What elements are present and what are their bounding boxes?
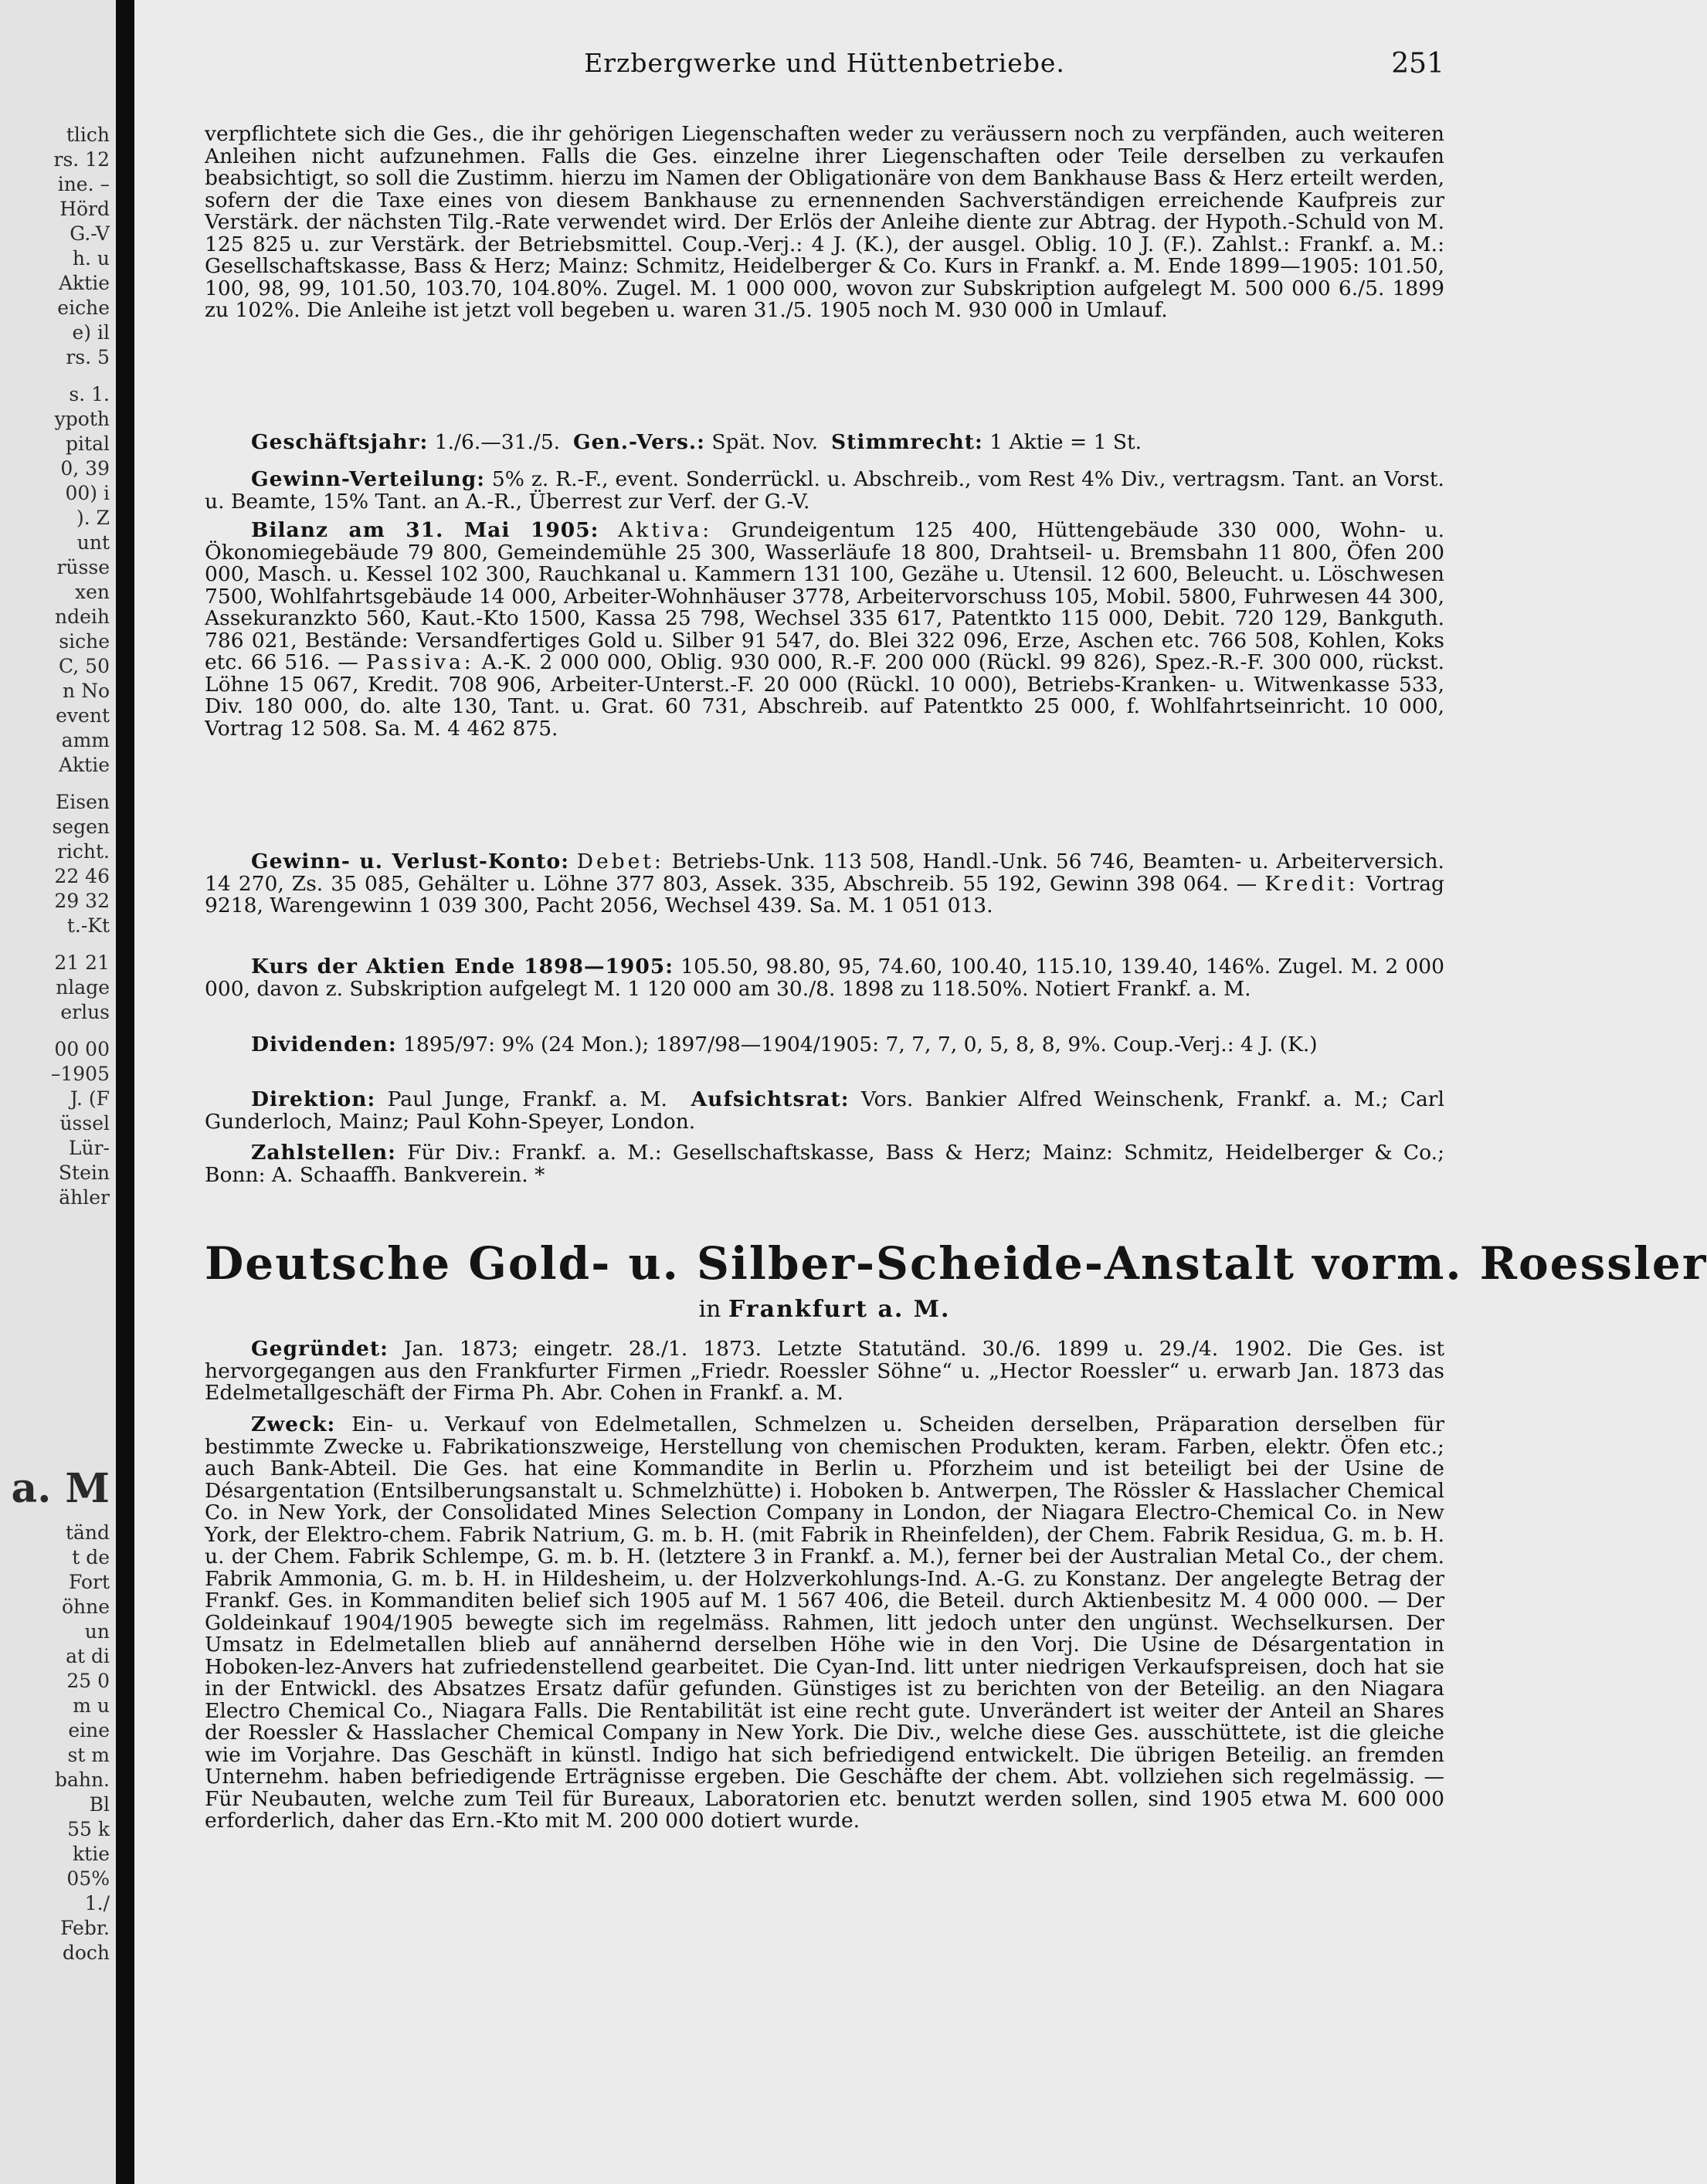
margin-fragment: 25 0 — [66, 1670, 110, 1692]
margin-fragment: segen — [52, 816, 110, 838]
margin-fragment: 55 k — [67, 1818, 110, 1840]
zweck-text: Ein- u. Verkauf von Edelmetallen, Schmelzen u. Scheiden derselben, Präparation derselben für bestimmte Zwecke u. Fabrikationszweige, Herstellung von chemischen Produkten, keram. Farben, elektr. Öfen etc.; auch Bank-Abteil. Die Ges. hat eine Kommandite in Berlin u. Pforzheim und ist beteiligt bei der Usine de Désargentation (Entsilberungsanstalt u. Schmelzhütte) i. Hoboken b. Antwerpen, The Rössler & Hasslacher Chemical Co. in New York, der Consolidated Mines Selection Company in London, der Niagara Electro-Chemical Co. in New York, der Elektro-chem. Fabrik Natrium, G. m. b. H. (mit Fabrik in Rheinfelden), der Chem. Fabrik Residua, G. m. b. H. u. der Chem. Fabrik Schlempe, G. m. b. H. (letztere 3 in Frankf. a. M.), ferner bei der Australian Metal Co., der chem. Fabrik Ammonia, G. m. b. H. in Hildesheim, u. der Holzverkohlungs-Ind. A.-G. zu Konstanz. Der angelegte Betrag der Frankf. Ges. in Kommanditen belief sich 1905 auf M. 1 567 406, die Beteil. durch Aktienbesitz M. 4 000 000. — Der Goldeinkauf 1904/1905 bewegte sich im regelmäss. Rahmen, litt jedoch unter den ungünst. Wechselkursen. Der Umsatz in Edelmetallen blieb auf annähernd derselben Höhe wie in den Vorj. Die Usine de Désargentation in Hoboken-lez-Anvers hat zufriedenstellend gearbeitet. Die Cyan-Ind. litt unter niedrigen Verkaufspreisen, doch hat sie in der Entwickl. des Absatzes Ersatz dafür gefunden. Günstiges ist zu berichten von der Beteilig. an den Niagara Electro Chemical Co., Niagara Falls. Die Rentabilität ist eine recht gute. Unverändert ist weiter der Anteil an Shares der Roessler & Hasslacher Chemical Company in New York. Die Div., welche diese Ges. ausschüttete, ist die gleiche wie im Vorjahre. Das Geschäft in künstl. Indigo hat sich befriedigend entwickelt. Die übrigen Beteilig. an fremden Unternehm. haben befriedigende Erträgnisse ergeben. Die Geschäfte der chem. Abt. vollziehen sich regelmässig. — Für Neubauten, welche zum Teil für Bureaux, Laboratorien etc. benutzt werden sollen, sind 1905 etwa M. 600 000 erforderlich, daher das Ern.-Kto mit M. 200 000 dotiert wurde. — [205, 1412, 1444, 1833]
stimmrecht-value: 1 Aktie = 1 St. — [989, 430, 1142, 454]
margin-fragment: st m — [67, 1744, 110, 1766]
dividenden-text: 1895/97: 9% (24 Mon.); 1897/98—1904/1905: 7, 7, 7, 0, 5, 8, 8, 9%. Coup.-Verj.: 4 J. (K.) — [403, 1033, 1318, 1056]
margin-fragment: tlich — [66, 124, 110, 146]
stimmrecht-label: Stimmrecht: — [831, 430, 983, 454]
zahlstellen-label: Zahlstellen: — [251, 1141, 396, 1165]
margin-fragment: Lür- — [68, 1137, 110, 1159]
gegruendet-text: Jan. 1873; eingetr. 28./1. 1873. Letzte Statutänd. 30./6. 1899 u. 29./4. 1902. Die Ges. ist hervorgegangen aus den Frankfurter Firmen „Friedr. Roessler Söhne“ u. „Hector Roessler“ u. erwarb Jan. 1873 das Edelmetallgeschäft der Firma Ph. Abr. Cohen in Frankf. a. M. — [205, 1337, 1444, 1405]
kurs-text: 105.50, 98.80, 95, 74.60, 100.40, 115.10, 139.40, 146%. Zugel. M. 2 000 000, davon z. Subskription aufgelegt M. 1 120 000 am 30./8. 1898 zu 118.50%. Notiert Frankf. a. M. — [205, 955, 1444, 1001]
binding-shadow — [116, 0, 134, 2184]
margin-fragment: ). Z — [76, 507, 110, 529]
direktion-text: Paul Junge, Frankf. a. M. — [387, 1087, 667, 1111]
margin-fragment: 21 21 — [54, 951, 110, 974]
margin-fragment: e) il — [72, 321, 110, 344]
margin-fragment: m u — [73, 1694, 110, 1717]
margin-fragment: 1./ — [84, 1892, 110, 1914]
margin-fragment: Bl — [89, 1793, 110, 1816]
margin-fragment: pital — [66, 432, 110, 455]
margin-fragment: t.-Kt — [66, 914, 110, 937]
company-city: Frankfurt a. M. — [728, 1296, 951, 1323]
page-number: 251 — [1391, 48, 1444, 80]
margin-fragment: nlage — [56, 976, 110, 999]
meta-line — [205, 432, 1444, 454]
margin-fragment: 05% — [66, 1867, 110, 1890]
margin-fragment: unt — [76, 531, 110, 554]
margin-fragment: event — [56, 704, 110, 727]
margin-fragment: Eisen — [56, 791, 110, 813]
gen-vers-label: Gen.-Vers.: — [572, 430, 705, 454]
bilanz-paragraph — [205, 520, 1444, 740]
margin-fragment: 0, 39 — [60, 457, 110, 480]
running-head-title: Erzbergwerke und Hüttenbetriebe. — [584, 48, 1065, 78]
margin-fragment: eiche — [57, 297, 110, 319]
margin-fragment: Aktie — [58, 754, 110, 776]
margin-fragment: erlus — [60, 1001, 110, 1023]
margin-fragment: amm — [61, 729, 110, 751]
margin-fragment: 22 46 — [54, 865, 110, 887]
aktiva-text: Grundeigentum 125 400, Hüttengebäude 330 000, Wohn- u. Ökonomiegebäude 79 800, Gemeindemühle 25 300, Wasserläufe 18 800, Drahtseil- u. Bremsbahn 11 800, Öfen 200 000, Masch. u. Kessel 102 300, Rauchkanal u. Kammern 131 100, Gezähe u. Utensil. 12 600, Beleucht. u. Löschwesen 7500, Wohlfahrtsgebäude 14 000, Arbeiter-Wohnhäuser 3778, Arbeitervorschuss 105, Mobil. 5800, Fuhrwesen 44 300, Assekuranzkto 560, Kaut.-Kto 1500, Kassa 25 798, Wechsel 335 617, Patentkto 115 000, Debit. 720 129, Bankguth. 786 021, Bestände: Versandfertiges Gold u. Silber 91 547, do. Blei 322 096, Erze, Aschen etc. 766 508, Kohlen, Koks etc. 66 516. — — [205, 518, 1445, 674]
gen-vers-value: Spät. Nov. — [711, 430, 819, 454]
margin-fragment: ndeih — [55, 605, 110, 628]
margin-fragment: ine. – — [57, 173, 110, 195]
margin-fragment: h. u — [72, 247, 110, 270]
margin-fragment: Fort — [68, 1571, 110, 1593]
zahlstellen-paragraph — [205, 1142, 1444, 1186]
margin-fragment: Stein — [58, 1162, 110, 1184]
margin-fragment: at di — [66, 1645, 110, 1667]
bilanz-label: Bilanz am 31. Mai 1905: — [251, 518, 599, 542]
gegruendet-label: Gegründet: — [251, 1337, 389, 1361]
margin-fragment: C, 50 — [59, 655, 110, 677]
guv-paragraph — [205, 851, 1444, 917]
margin-fragment: J. (F — [70, 1087, 110, 1110]
gewinn-verteilung-paragraph — [205, 469, 1444, 513]
dividenden-label: Dividenden: — [251, 1033, 397, 1056]
guv-label: Gewinn- u. Verlust-Konto: — [251, 850, 569, 873]
margin-fragment: Febr. — [60, 1917, 110, 1939]
margin-fragment: Aktie — [58, 272, 110, 294]
margin-fragment: un — [84, 1620, 110, 1643]
margin-fragment: bahn. — [54, 1769, 110, 1791]
direktion-paragraph — [205, 1089, 1444, 1133]
margin-fragment: rs. 12 — [53, 148, 110, 171]
aufsichtsrat-label: Aufsichtsrat: — [691, 1087, 850, 1111]
margin-fragment: 00 00 — [54, 1038, 110, 1060]
geschaeftsjahr-value: 1./6.—31./5. — [434, 430, 561, 454]
passiva-label: Passiva: — [365, 650, 474, 674]
company-title: Deutsche Gold- u. Silber-Scheide-Anstalt vorm. Roessler — [205, 1237, 1707, 1290]
margin-fragment: rüsse — [56, 556, 110, 578]
margin-fragment: s. 1. — [69, 383, 110, 405]
geschaeftsjahr-label: Geschäftsjahr: — [251, 430, 429, 454]
aufsichtsrat-text: Vors. Bankier Alfred Weinschenk, Frankf. a. M.; Carl Gunderloch, Mainz; Paul Kohn-Speyer, London. — [205, 1087, 1444, 1134]
margin-fragment: ktie — [73, 1843, 110, 1865]
debet-text: Betriebs-Unk. 113 508, Handl.-Unk. 56 746, Beamten- u. Arbeiterversich. 14 270, Zs. 35 085, Gehälter u. Löhne 377 803, Assek. 335, Abschreib. 55 192, Gewinn 398 064. — — [205, 850, 1444, 896]
margin-fragment: t de — [72, 1546, 110, 1568]
footnote-star: * — [534, 1162, 545, 1187]
margin-fragment: siche — [59, 630, 110, 653]
passiva-text: A.-K. 2 000 000, Oblig. 930 000, R.-F. 200 000 (Rückl. 99 826), Spez.-R.-F. 300 000, rückst. Löhne 15 067, Kredit. 708 906, Arbeiter-Unterst.-F. 20 000 (Rückl. 10 000), Betriebs-Kranken- u. Witwenkasse 533, Div. 180 000, do. alte 130, Tant. u. Grat. 60 731, Abschreib. auf Patentkto 25 000, f. Wohlfahrtseinricht. 10 000, Vortrag 12 508. Sa. M. 4 462 875. — [205, 650, 1444, 741]
kurs-label: Kurs der Aktien Ende 1898—1905: — [251, 955, 674, 978]
aktiva-label: Aktiva: — [618, 518, 713, 542]
kredit-text: Vortrag 9218, Warengewinn 1 039 300, Pacht 2056, Wechsel 439. Sa. M. 1 051 013. — [205, 871, 1444, 917]
page — [205, 0, 1707, 2184]
margin-fragment: öhne — [61, 1596, 110, 1618]
zweck-paragraph — [205, 1414, 1444, 1833]
margin-fragment: a. M — [11, 1465, 110, 1512]
margin-fragment: eine — [68, 1719, 110, 1741]
gewinn-verteilung-text: 5% z. R.-F., event. Sonderrückl. u. Abschreib., vom Rest 4% Div., vertragsm. Tant. an Vorst. u. Beamte, 15% Tant. an A.-R., Überrest zur Verf. der G.-V. — [205, 467, 1444, 514]
debet-label: Debet: — [576, 850, 664, 873]
zweck-label: Zweck: — [251, 1412, 336, 1436]
margin-fragment: n No — [63, 680, 110, 702]
margin-fragment: 29 32 — [54, 890, 110, 912]
direktion-label: Direktion: — [251, 1087, 376, 1111]
dividenden-paragraph — [205, 1034, 1444, 1056]
margin-fragment: doch — [62, 1942, 110, 1964]
margin-fragment: G.-V — [70, 222, 110, 245]
gewinn-verteilung-label: Gewinn-Verteilung: — [251, 467, 486, 491]
company-location — [205, 1296, 1444, 1323]
kurs-paragraph — [205, 956, 1444, 1000]
margin-fragment: rs. 5 — [66, 346, 110, 368]
margin-fragment: Hörd — [59, 198, 110, 220]
margin-fragment: richt. — [56, 840, 110, 863]
bond-terms-paragraph: verpflichtete sich die Ges., die ihr gehörigen Liegenschaften weder zu veräussern noch zu verpfänden, auch weiteren Anleihen nicht aufzunehmen. Falls die Ges. einzelne ihrer Liegenschaften oder Teile derselben zu verkaufen beabsichtigt, so soll die Zustimm. hierzu im Namen der Obligationäre von dem Bankhause Bass & Herz erteilt werden, sofern der die Taxe eines von diesem Bankhause zu ernennenden Sachverständigen erreichende Kaufpreis zur Verstärk. der nächsten Tilg.-Rate verwendet wird. Der Erlös der Anleihe diente zur Abtrag. der Hypoth.-Schuld von M. 125 825 u. zur Verstärk. der Betriebsmittel. Coup.-Verj.: 4 J. (K.), der ausgel. Oblig. 10 J. (F.). Zahlst.: Frankf. a. M.: Gesellschaftskasse, Bass & Herz; Mainz: Schmitz, Heidelberger & Co. Kurs in Frankf. a. M. Ende 1899—1905: 101.50, 100, 98, 99, 101.50, 103.70, 104.80%. Zugel. M. 1 000 000, wovon zur Subskription aufgelegt M. 500 000 6./5. 1899 zu 102%. Die Anleihe ist jetzt voll begeben u. waren 31./5. 1905 noch M. 930 000 in Umlauf. — [205, 122, 1444, 322]
running-head — [205, 48, 1444, 86]
zahlstellen-text: Für Div.: Frankf. a. M.: Gesellschaftskasse, Bass & Herz; Mainz: Schmitz, Heidelberger & Co.; Bonn: A. Schaaffh. Bankverein. — [205, 1141, 1444, 1187]
previous-page-margin — [0, 0, 116, 2184]
margin-fragment: ypoth — [54, 408, 110, 430]
margin-fragment: tänd — [65, 1521, 110, 1544]
margin-fragment: xen — [75, 581, 110, 603]
company-location-prefix: in — [698, 1296, 721, 1323]
margin-fragment: üssel — [59, 1112, 110, 1134]
margin-fragment: 00) i — [65, 482, 110, 504]
kredit-label: Kredit: — [1264, 871, 1359, 896]
margin-fragment: ähler — [59, 1186, 110, 1209]
margin-fragment: –1905 — [50, 1063, 110, 1085]
gegruendet-paragraph — [205, 1338, 1444, 1405]
